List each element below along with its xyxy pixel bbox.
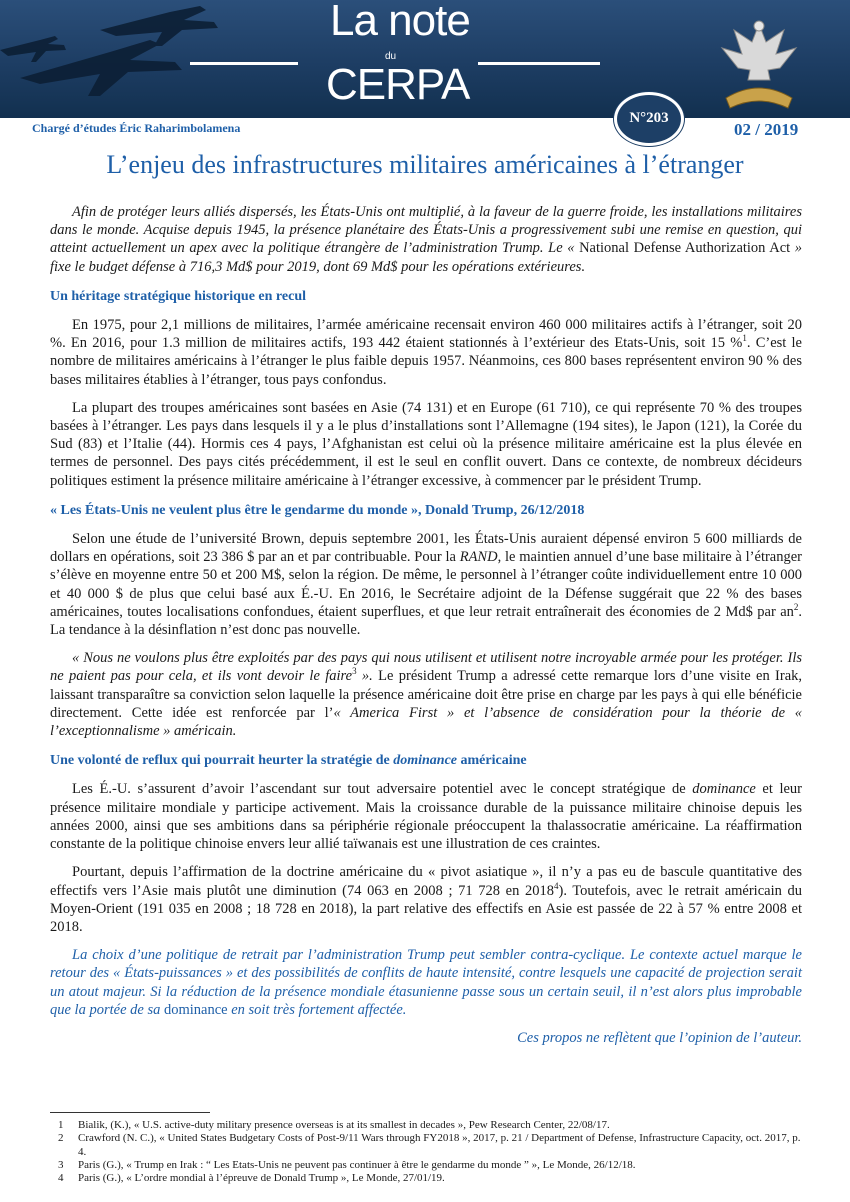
header-rule-left [190,62,298,65]
brand-la-note: La note [330,0,470,45]
footnote-item [50,1159,802,1172]
section-heading-dominance [50,752,802,770]
section-heading-gendarme: « Les États-Unis ne veulent plus être le gendarme du monde », Donald Trump, 26/12/2018 [50,502,585,518]
author-disclaimer: Ces propos ne reflètent que l’opinion de l’auteur. [517,1029,802,1046]
article-body [50,203,802,1057]
conclusion-text: La choix d’une politique de retrait par l’administration Trump peut sembler contra-cyclique. Le contexte actuel marque le retour des « États-puissances » et des possibilités de conflits de haute intensité, contre lesquels une capacité de projection serait un atout majeur. Si la réduction de la présence mondiale étasunienne passe sous un certain seuil, il n’est alors plus improbable que la portée de sa [50,947,802,1018]
footnote-number: 1 [58,1119,64,1131]
paragraph-text: Le président Trump a adressé cette remarque lors d’une visite en Irak, laissant transparaître sa conviction selon laquelle la présence américaine doit être prise en charge par les pays à qui elle bénéficie directement. Cette idée est renforcée par l’ [50,668,802,721]
paragraph-text: . C’est le nombre de militaires américains à l’étranger le plus faible depuis 1957. Néanmoins, ces 800 bases représentent environ 90 % des bases militaires établies à l’étranger, tous pays confondus. [50,335,802,388]
paragraph-text-italic: « America First » et l’absence de considération pour la théorie de « l’exceptionnalisme » américain. [50,704,802,740]
body-paragraph [50,530,802,639]
header-rule-right [478,62,600,65]
footnote-ref[interactable]: 2 [793,602,799,613]
issue-number-badge: N°203 [614,92,684,146]
conclusion-text-end: en soit très fortement affectée. [227,1001,407,1018]
brand-cerpa: CERPA [326,60,470,109]
body-paragraph [50,316,802,389]
footnote-ref[interactable]: 3 [352,666,357,677]
footnote-item [50,1132,802,1159]
intro-paragraph [50,203,802,276]
intro-text-end: » fixe le budget défense à 716,3 Md$ pour 2019, dont 69 Md$ pour les opérations extérieures. [50,240,802,275]
fighter-jet-icon [100,6,218,46]
footnote-text: Paris (G.), « L’ordre mondial à l’épreuve de Donald Trump », Le Monde, 27/01/19. [78,1172,445,1185]
rand-name: RAND [459,549,498,566]
eagle-emblem-icon [704,12,814,112]
section-heading-heritage: Un héritage stratégique historique en recul [50,288,306,304]
paragraph-text: Pourtant, depuis l’affirmation de la doctrine américaine du « pivot asiatique », il n’y a pas eu de bascule quantitative des effectifs vers l’Asie mais plutôt une diminution (74 063 en 2008 ; 71 728 en 2018 [50,864,802,899]
footnote-number: 3 [58,1158,64,1171]
body-paragraph [50,863,802,936]
footnote-divider [50,1112,210,1113]
intro-act-name: National Defense Authorization Act [574,240,795,257]
paragraph-text: , le maintien annuel d’une base militaire à l’étranger s’élève en moyenne entre 50 et 200 M$, selon la région. De même, le personnel à l’étranger coûte individuellement entre 10 000 et 40 000 $ de plus que celui basé aux É.-U. En 2016, le Secrétaire adjoint de la Défense suggérait que 22 % des bases américaines, toutes localisations confondues, étaient superflues, et que leur retrait entraînerait des économies de 2 Md$ par an [50,549,802,620]
body-paragraph: La plupart des troupes américaines sont basées en Asie (74 131) et en Europe (61 710), ce qui représente 70 % des troupes basées à l’étranger. Les pays dans lesquels il y a le plus d’installations sont l’Allemagne (194 sites), le Japon (121), la Corée du Sud (83) et l’Italie (44). Hormis ces 4 pays, l’Afghanistan est celui où la présence militaire américaine est la plus élevée en termes de personnel. Des pays cités précédemment, il est le seul en conflit ouvert. Dans ce contexte, de nombreux décideurs politiques estiment la présence militaire américaine à l’étranger excessive, à commencer par le président Trump. [50,399,802,489]
footnote-text: Bialik, (K.), « U.S. active-duty military presence overseas is at its smallest in decades », Pew Research Center, 22/08/17. [78,1119,610,1131]
paragraph-text: En 1975, pour 2,1 millions de militaires, l’armée américaine recensait environ 460 000 militaires actifs à l’étranger, soit 20 %. En 2016, pour 1.3 million de militaires actifs, 193 442 étaient stationnés à l’extérieur des Etats-Unis, soit 15 % [50,317,802,352]
author-line: Chargé d’études Éric Raharimbolamena [32,121,241,135]
body-paragraph [50,649,802,740]
body-paragraph [50,780,802,853]
heading-text: Une volonté de reflux qui pourrait heurter la stratégie de [50,753,394,769]
paragraph-text: . La tendance à la désinflation n’est donc pas nouvelle. [50,603,802,639]
trump-quote-end: ». [356,668,373,685]
heading-emphasis: dominance [393,753,457,769]
conclusion-paragraph [50,946,802,1019]
footnote-text: Crawford (N. C.), « United States Budgetary Costs of Post-9/11 Wars through FY2018 », 2017, p. 21 / Department of Defense, Infrastructure Capacity, oct. 2017, p. 4. [78,1132,801,1158]
footnote-ref[interactable]: 4 [553,880,559,891]
paragraph-text: Selon une étude de l’université Brown, depuis septembre 2001, les États-Unis auraient dépensé environ 5 600 milliards de dollars en opérations, soit 23 386 $ par an et par contribuable. Pour la [50,531,802,566]
intro-text: Afin de protéger leurs alliés dispersés, les États-Unis ont multiplié, à la faveur de la guerre froide, les installations militaires dans le monde. Acquise depuis 1945, la présence planétaire des États-Unis a progressivement subi une remise en question, qui atteint actuellement un apex avec la politique étrangère de l’administration Trump. Le « [50,204,802,257]
footnotes [50,1112,802,1185]
paragraph-text: ). Toutefois, avec le retrait américain du Moyen-Orient (191 035 en 2008 ; 18 728 en 2018), la part relative des effectifs en Asie est passée de 22 à 57 % entre 2008 et 2018. [50,882,803,935]
paragraph-text: et leur présence militaire mondiale y participe activement. Mais la croissance durable de la puissance militaire chinoise depuis les années 2000, ainsi que ses ambitions dans sa périphérie régionale préoccupent la thalassocratie américaine. La réaffirmation constante de la politique chinoise envers leur allié taïwanais est une illustration de ces craintes. [50,781,802,853]
fighter-jets-illustration [0,0,240,118]
paragraph-text: Les É.-U. s’assurent d’avoir l’ascendant sur tout adversaire potentiel avec le concept stratégique de [72,781,693,798]
footnote-ref[interactable]: 1 [742,333,747,344]
footnote-item [50,1172,802,1185]
dominance-term: dominance [692,781,756,798]
issue-date: 02 / 2019 [734,120,799,139]
fighter-jet-icon [0,36,66,62]
page-title: L’enjeu des infrastructures militaires américaines à l’étranger [106,150,744,179]
footnote-item [50,1119,802,1132]
footnote-number: 2 [58,1132,64,1145]
trump-quote: « Nous ne voulons plus être exploités par des pays qui nous utilisent et utilisent notre incroyable armée pour les protéger. Ils ne paient pas pour cela, et ils vont devoir le faire [50,650,802,685]
dominance-term: dominance [163,1001,228,1018]
footnote-text: Paris (G.), « Trump en Irak : “ Les Etats-Unis ne peuvent pas continuer à être le gendarme du monde ” », Le Monde, 26/12/18. [78,1158,636,1171]
footnote-number: 4 [58,1172,64,1185]
heading-text-end: américaine [457,753,527,769]
brand-du: du [385,51,397,62]
